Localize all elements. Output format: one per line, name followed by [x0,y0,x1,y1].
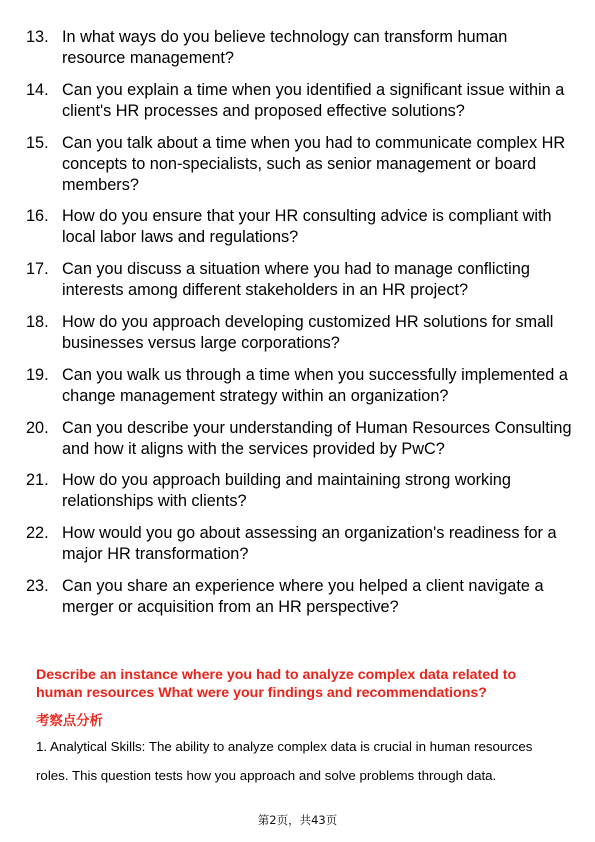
question-number: 21. [26,471,49,490]
question-number: 22. [26,524,49,543]
question-item [26,470,574,512]
question-text: Can you discuss a situation where you had to manage conflicting interests among different stakeholders in an HR project? [62,260,530,300]
question-text: Can you talk about a time when you had to communicate complex HR concepts to non-specialists, such as senior management or board members? [62,133,566,194]
question-text: How do you approach developing customized HR solutions for small businesses versus large corporations? [62,312,554,352]
analysis-section [36,667,566,790]
question-item [26,259,574,301]
page-footer: 第2页，共43页 [257,813,338,827]
question-text: Can you walk us through a time when you successfully implemented a change management strategy within an organization? [62,365,568,405]
question-item [26,80,574,122]
question-number: 16. [26,207,49,226]
question-number: 23. [26,576,49,595]
question-item [26,365,574,407]
question-number: 14. [26,80,49,99]
featured-question: Describe an instance where you had to analyze complex data related to human resources What were your findings and recommendations? [36,667,517,701]
question-number: 19. [26,365,49,384]
question-item [26,312,574,354]
question-list [26,27,574,629]
question-item [26,576,574,618]
question-item [26,418,574,460]
question-number: 17. [26,260,49,279]
question-item [26,27,574,69]
question-item [26,133,574,196]
question-text: How would you go about assessing an organization's readiness for a major HR transformation? [62,524,557,564]
question-text: Can you explain a time when you identified a significant issue within a client's HR processes and proposed effective solutions? [62,80,565,120]
question-number: 18. [26,312,49,331]
question-text: How do you ensure that your HR consulting advice is compliant with local labor laws and regulations? [62,207,552,247]
question-number: 15. [26,133,49,152]
question-text: How do you approach building and maintaining strong working relationships with clients? [62,471,511,511]
section-body-text: 1. Analytical Skills: The ability to analyze complex data is crucial in human resources roles. This question tests how you approach and solve problems through data. [36,738,533,783]
question-text: Can you describe your understanding of Human Resources Consulting and how it aligns with the services provided by PwC? [62,418,572,458]
question-text: Can you share an experience where you helped a client navigate a merger or acquisition from an HR perspective? [62,576,544,616]
question-item [26,523,574,565]
section-heading: 考察点分析 [36,713,103,729]
question-item [26,206,574,248]
question-number: 20. [26,418,49,437]
question-text: In what ways do you believe technology can transform human resource management? [62,28,508,67]
question-number: 13. [26,28,49,46]
